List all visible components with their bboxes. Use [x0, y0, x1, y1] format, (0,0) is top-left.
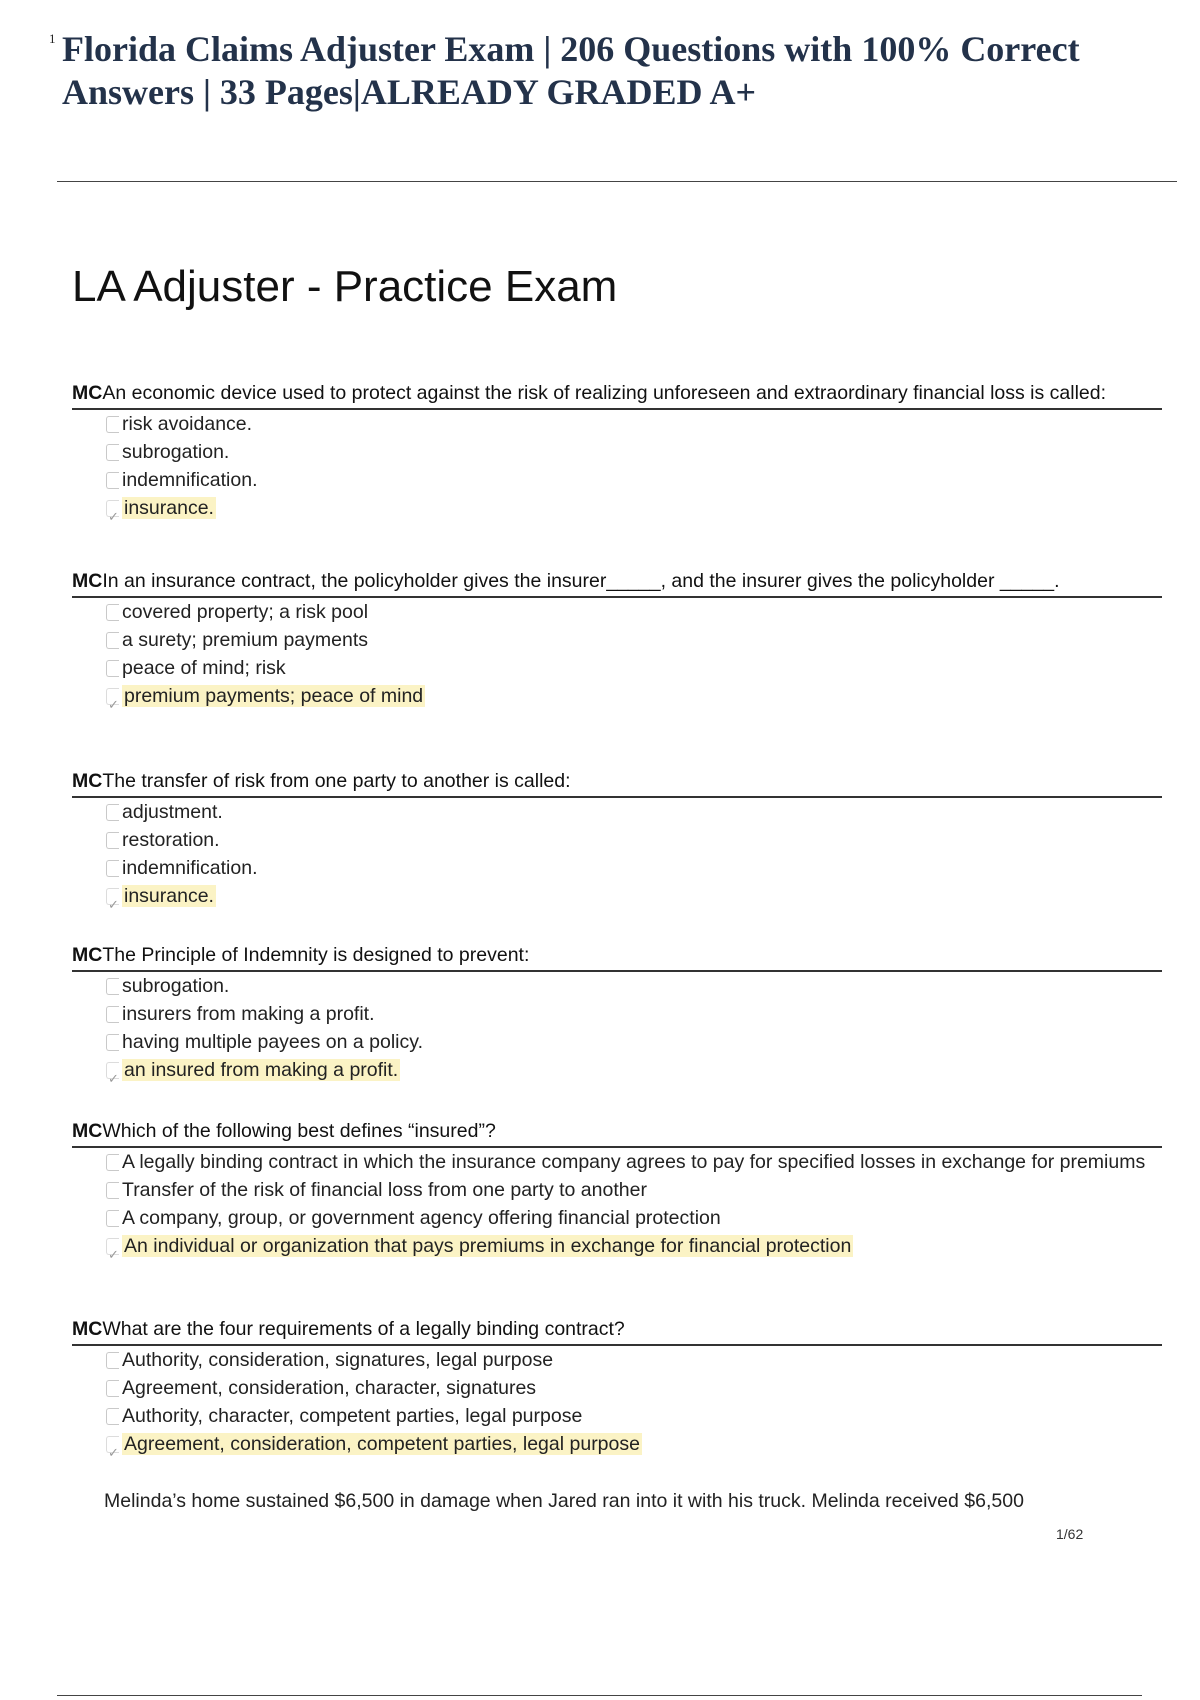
answer-option[interactable] — [106, 1374, 1162, 1402]
document-header — [49, 28, 1144, 114]
question-header — [72, 1318, 1162, 1346]
answer-label: Agreement, consideration, competent parties, legal purpose — [124, 1433, 640, 1455]
question-type: MC — [72, 1318, 103, 1340]
question-header — [72, 570, 1162, 598]
answer-option[interactable] — [106, 798, 1162, 826]
answer-option[interactable] — [106, 854, 1162, 882]
checkbox[interactable] — [106, 604, 119, 621]
check-icon: ✓ — [108, 897, 119, 912]
answer-option[interactable] — [106, 1402, 1162, 1430]
question-header — [72, 1120, 1162, 1148]
answer-label: premium payments; peace of mind — [124, 685, 424, 707]
answer-label: subrogation. — [122, 441, 230, 463]
checkbox[interactable] — [106, 1006, 119, 1023]
answer-options — [72, 1346, 1162, 1458]
next-question-text: Melinda’s home sustained $6,500 in damage when Jared ran into it with his truck. Melinda received $6,500 — [104, 1490, 1024, 1512]
checkbox-checked[interactable] — [106, 1062, 119, 1086]
answer-option[interactable] — [106, 1148, 1162, 1176]
question-4 — [72, 944, 1162, 1084]
page-indicator: 1/62 — [1056, 1526, 1084, 1542]
answer-options — [72, 972, 1162, 1084]
answer-option[interactable] — [106, 410, 1162, 438]
answer-label: subrogation. — [122, 975, 230, 997]
answer-label: Agreement, consideration, character, signatures — [122, 1377, 537, 1399]
question-6 — [72, 1318, 1162, 1458]
checkbox[interactable] — [106, 1380, 119, 1397]
answer-option-correct[interactable] — [106, 1232, 1162, 1260]
question-header — [72, 944, 1162, 972]
answer-options — [72, 1148, 1162, 1260]
check-icon: ✓ — [108, 1445, 119, 1460]
question-type: MC — [72, 570, 103, 592]
answer-options — [72, 598, 1162, 710]
checkbox-checked[interactable] — [106, 1238, 119, 1262]
answer-option-correct[interactable] — [106, 882, 1162, 910]
question-header — [72, 770, 1162, 798]
check-icon: ✓ — [108, 509, 119, 524]
checkbox[interactable] — [106, 1154, 119, 1171]
question-type: MC — [72, 770, 103, 792]
answer-option[interactable] — [106, 826, 1162, 854]
answer-option[interactable] — [106, 1204, 1162, 1232]
question-text: Which of the following best defines “insured”? — [102, 1120, 496, 1142]
answer-label: insurers from making a profit. — [122, 1003, 375, 1025]
answer-label: having multiple payees on a policy. — [122, 1031, 423, 1053]
answer-label: insurance. — [124, 497, 214, 519]
answer-option[interactable] — [106, 626, 1162, 654]
answer-options — [72, 410, 1162, 522]
answer-option-correct[interactable] — [106, 494, 1162, 522]
question-text: In an insurance contract, the policyholder gives the insurer_____, and the insurer gives the policyholder _____. — [102, 570, 1060, 592]
answer-label: Authority, consideration, signatures, legal purpose — [122, 1349, 554, 1371]
checkbox[interactable] — [106, 1182, 119, 1199]
checkbox[interactable] — [106, 832, 119, 849]
answer-option[interactable] — [106, 438, 1162, 466]
question-text: What are the four requirements of a legally binding contract? — [102, 1318, 625, 1340]
checkbox[interactable] — [106, 660, 119, 677]
question-1 — [72, 382, 1162, 522]
checkbox-checked[interactable] — [106, 1436, 119, 1460]
question-text: An economic device used to protect against the risk of realizing unforeseen and extraordinary financial loss is called: — [102, 382, 1107, 404]
question-text: The Principle of Indemnity is designed to prevent: — [102, 944, 530, 966]
answer-options — [72, 798, 1162, 910]
checkbox[interactable] — [106, 978, 119, 995]
checkbox[interactable] — [106, 1408, 119, 1425]
check-icon: ✓ — [108, 1071, 119, 1086]
question-3 — [72, 770, 1162, 910]
answer-label: indemnification. — [122, 857, 258, 879]
answer-option[interactable] — [106, 466, 1162, 494]
question-5 — [72, 1120, 1162, 1260]
exam-title: LA Adjuster - Practice Exam — [72, 262, 618, 311]
checkbox[interactable] — [106, 860, 119, 877]
answer-label: insurance. — [124, 885, 214, 907]
answer-label: An individual or organization that pays premiums in exchange for financial protection — [124, 1235, 852, 1257]
page-number: 1 — [49, 31, 56, 46]
answer-option-correct[interactable] — [106, 1056, 1162, 1084]
question-type: MC — [72, 382, 103, 404]
check-icon: ✓ — [108, 697, 119, 712]
checkbox[interactable] — [106, 444, 119, 461]
answer-option[interactable] — [106, 598, 1162, 626]
answer-label: Authority, character, competent parties, legal purpose — [122, 1405, 583, 1427]
answer-label: an insured from making a profit. — [124, 1059, 399, 1081]
question-type: MC — [72, 944, 103, 966]
answer-option[interactable] — [106, 1346, 1162, 1374]
question-header — [72, 382, 1162, 410]
answer-option[interactable] — [106, 1176, 1162, 1204]
answer-option-correct[interactable] — [106, 682, 1162, 710]
question-2 — [72, 570, 1162, 710]
answer-option[interactable] — [106, 654, 1162, 682]
answer-option-correct[interactable] — [106, 1430, 1162, 1458]
answer-label: A company, group, or government agency offering financial protection — [122, 1207, 721, 1229]
answer-label: covered property; a risk pool — [122, 601, 369, 623]
checkbox-checked[interactable] — [106, 688, 119, 712]
checkbox[interactable] — [106, 1352, 119, 1369]
checkbox[interactable] — [106, 1210, 119, 1227]
answer-option[interactable] — [106, 972, 1162, 1000]
answer-label: adjustment. — [122, 801, 223, 823]
answer-option[interactable] — [106, 1028, 1162, 1056]
header-divider — [57, 181, 1177, 182]
checkbox-checked[interactable] — [106, 888, 119, 912]
check-icon: ✓ — [108, 1247, 119, 1262]
checkbox[interactable] — [106, 1034, 119, 1051]
checkbox[interactable] — [106, 632, 119, 649]
answer-label: A legally binding contract in which the insurance company agrees to pay for specified losses in exchange for premiums — [122, 1151, 1146, 1173]
answer-option[interactable] — [106, 1000, 1162, 1028]
answer-label: risk avoidance. — [122, 413, 253, 435]
answer-label: restoration. — [122, 829, 220, 851]
question-text: The transfer of risk from one party to another is called: — [102, 770, 571, 792]
footer-divider — [57, 1695, 1142, 1696]
answer-label: Transfer of the risk of financial loss from one party to another — [122, 1179, 647, 1201]
answer-label: indemnification. — [122, 469, 258, 491]
checkbox[interactable] — [106, 416, 119, 433]
checkbox[interactable] — [106, 472, 119, 489]
answer-label: a surety; premium payments — [122, 629, 369, 651]
checkbox[interactable] — [106, 804, 119, 821]
checkbox-checked[interactable] — [106, 500, 119, 524]
answer-label: peace of mind; risk — [122, 657, 286, 679]
document-title: Florida Claims Adjuster Exam | 206 Questions with 100% Correct Answers | 33 Pages|ALREADY GRADED A+ — [62, 29, 1080, 112]
question-type: MC — [72, 1120, 103, 1142]
